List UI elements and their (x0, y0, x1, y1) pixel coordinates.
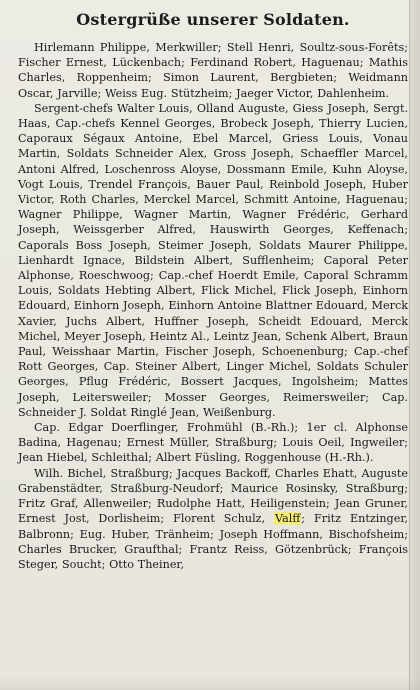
article-paragraph-2: Sergent-chefs Walter Louis, Olland Auguste, Giess Joseph, Sergt. Haas, Cap.-chefs Kennel Georges, Brobeck Joseph, Thierry Lucien, Caporaux Ségaux Antoine, Ebel Marcel, Griess Louis, Vonau Martin, Soldats Schneider Alex, Gross Joseph, Schaeffler Marcel, Antoni Alfred, Loschenross Aloyse, Dossmann Emile, Kuhn Aloyse, Vogt Louis, Trendel François, Bauer Paul, Reinbold Joseph, Huber Victor, Roth Charles, Merckel Marcel, Schmitt Antoine, Haguenau; Wagner Philippe, Wagner Martin, Wagner Frédéric, Gerhard Joseph, Weissgerber Alfred, Hauswirth Georges, Keffenach; Caporals Boss Joseph, Steimer Joseph, Soldats Maurer Philippe, Lienhardt Ignace, Bildstein Albert, Sufflenheim; Caporal Peter Alphonse, Roeschwoog; Cap.-chef Hoerdt Emile, Caporal Schramm Louis, Soldats Hebting Albert, Flick Michel, Flick Joseph, Einhorn Edouard, Einhorn Joseph, Einhorn Antoine Blattner Edouard, Merck Xavier, Juchs Albert, Huffner Joseph, Scheidt Edouard, Merck Michel, Meyer Joseph, Heintz Al., Leintz Jean, Schenk Albert, Braun Paul, Weisshaar Martin, Fischer Joseph, Schoenenburg; Cap.-chef Rott Georges, Cap. Steiner Albert, Linger Michel, Soldats Schuler Georges, Pflug Frédéric, Bossert Jacques, Ingolsheim; Mattes Joseph, Leitersweiler; Mosser Georges, Reimersweiler; Cap. Schneider J. Soldat Ringlé Jean, Weißenburg. (18, 101, 408, 419)
highlighted-place-name: Valff (275, 512, 301, 526)
page-bottom-shadow (0, 676, 420, 690)
article-paragraph-3: Cap. Edgar Doerflinger, Frohmühl (B.-Rh.); 1er cl. Alphonse Badina, Hagenau; Ernest Müller, Straßburg; Louis Oeil, Ingweiler; Jean Hiebel, Schleithal; Albert Füsling, Roggenhouse (H.-Rh.). (18, 421, 408, 465)
column-edge-strip (409, 0, 420, 690)
article-paragraph-1: Hirlemann Philippe, Merkwiller; Stell Henri, Soultz-sous-Forêts; Fischer Ernest, Lückenbach; Ferdinand Robert, Haguenau; Mathis Charles, Roppenheim; Simon Laurent, Bergbieten; Weidmann Oscar, Jarville; Weiss Eug. Stützheim; Jaeger Victor, Dahlenheim. (18, 41, 408, 100)
article-title: Ostergrüße unserer Soldaten. (76, 10, 350, 29)
article-paragraph-4 (18, 466, 408, 572)
paragraph-4-start: Wilh. Bichel, Straßburg; Jacques Backoff, Charles Ehatt, Auguste Grabenstädter, Straßburg-Neudorf; Maurice Rosinsky, Straßburg; Fritz Graf, Allenweiler; Rudolphe Hatt, Heiligenstein; Jean Gruner, Ernest Jost, Dorlisheim; Florent Schulz, (18, 466, 408, 526)
paragraph-4-end: ; Fritz Entzinger, Balbronn; Eug. Huber, Tränheim; Joseph Hoffmann, Bischofsheim; Charles Brucker, Graufthal; Frantz Reiss, Götzenbrück; François Steger, Soucht; Otto Theiner, (18, 512, 408, 571)
